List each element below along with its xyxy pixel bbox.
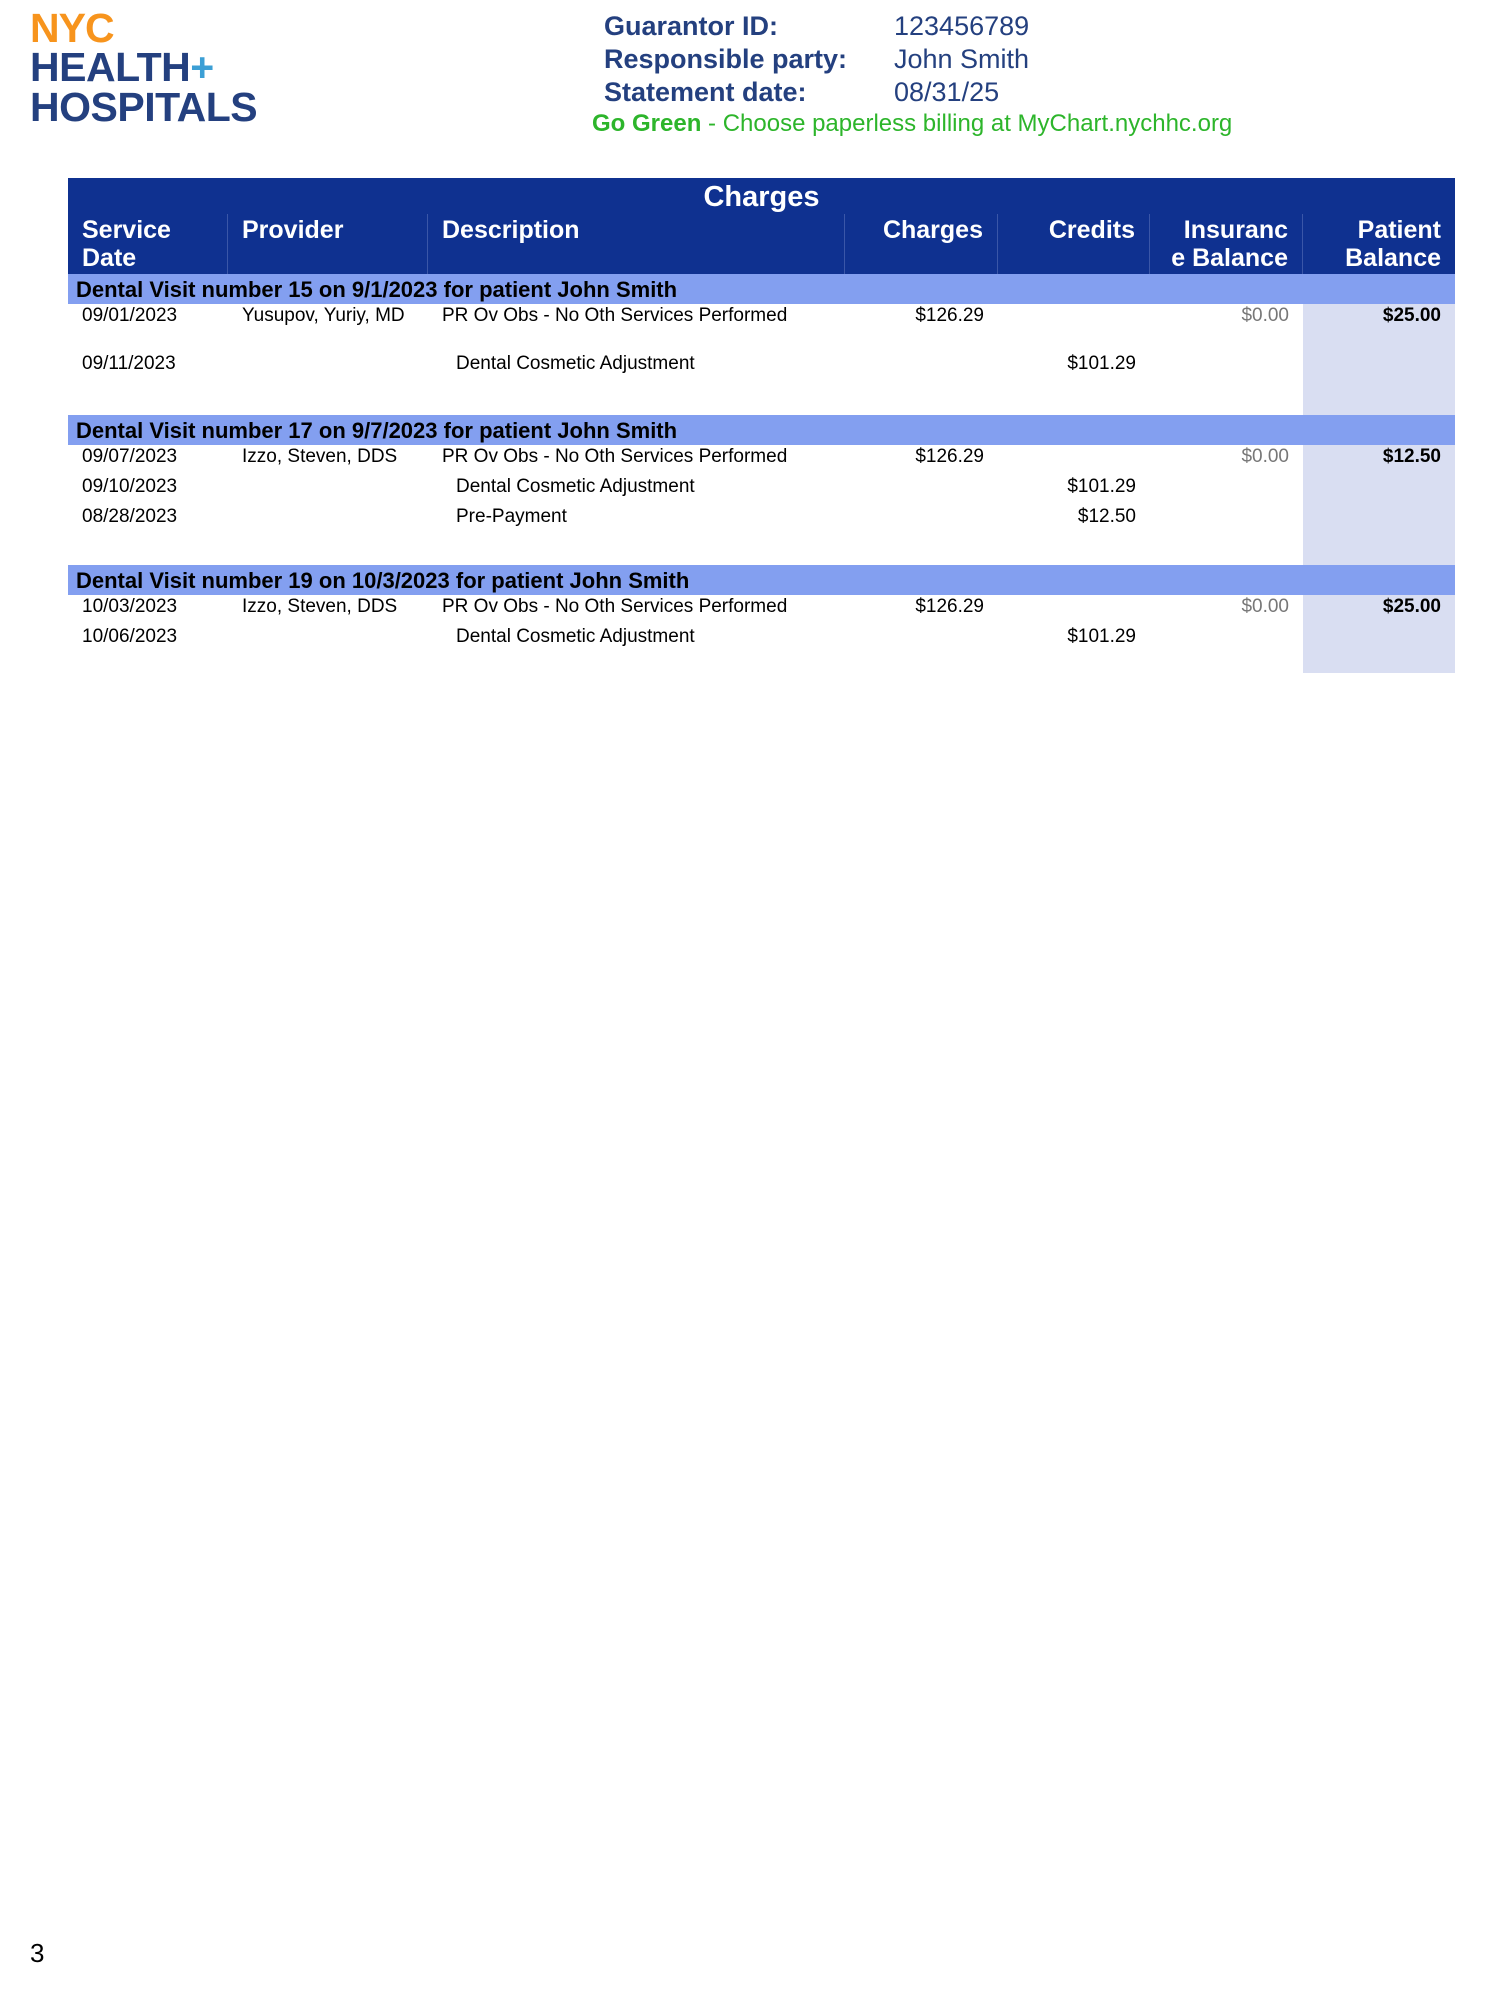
cell-insurance <box>1150 505 1303 535</box>
table-row <box>68 505 1455 535</box>
cell-date: 08/28/2023 <box>82 506 178 527</box>
col-provider: Provider <box>228 214 428 274</box>
cell-charges <box>845 505 998 535</box>
cell-patient-balance <box>1303 352 1455 382</box>
guarantor-value: 123456789 <box>894 11 1030 41</box>
cell-description: Dental Cosmetic Adjustment <box>456 476 695 497</box>
cell-provider <box>228 352 428 382</box>
cell-description: PR Ov Obs - No Oth Services Performed <box>442 446 788 467</box>
cell-charges <box>845 475 998 505</box>
table-row <box>68 304 1455 352</box>
charges-table <box>68 178 1455 673</box>
cell-insurance <box>1150 625 1303 655</box>
col-insurance-balance: Insuranc e Balance <box>1150 214 1303 274</box>
cell-charges <box>845 352 998 382</box>
col-description: Description <box>428 214 845 274</box>
col-charges: Charges <box>845 214 998 274</box>
nyc-health-hospitals-logo <box>30 5 270 130</box>
table-row <box>68 625 1455 655</box>
logo-health: HEALTH+ <box>30 44 214 90</box>
cell-patient-balance: $12.50 <box>1303 445 1455 475</box>
cell-credits <box>998 304 1150 352</box>
cell-insurance: $0.00 <box>1241 305 1289 326</box>
party-label: Responsible party: <box>604 44 848 74</box>
statement-header <box>604 10 1029 109</box>
cell-patient-balance <box>1303 505 1455 535</box>
row-spacer <box>68 535 1455 565</box>
cell-credits: $12.50 <box>1077 506 1136 527</box>
cell-provider: Yusupov, Yuriy, MD <box>242 305 405 326</box>
cell-description: Dental Cosmetic Adjustment <box>456 626 695 647</box>
cell-credits <box>998 595 1150 625</box>
cell-description: PR Ov Obs - No Oth Services Performed <box>442 596 788 617</box>
cell-credits: $101.29 <box>1067 626 1136 647</box>
cell-date: 09/01/2023 <box>82 305 178 326</box>
guarantor-label: Guarantor ID: <box>604 11 779 41</box>
cell-patient-balance: $25.00 <box>1303 304 1455 352</box>
logo-plus-icon: + <box>190 44 214 90</box>
table-row <box>68 445 1455 475</box>
statement-date-value: 08/31/25 <box>894 77 1000 107</box>
cell-charges: $126.29 <box>915 596 984 617</box>
party-value: John Smith <box>894 44 1030 74</box>
cell-description: Pre-Payment <box>456 506 567 527</box>
visit-header: Dental Visit number 17 on 9/7/2023 for patient John Smith <box>68 415 1455 445</box>
cell-date: 09/07/2023 <box>82 446 178 467</box>
table-row <box>68 352 1455 382</box>
cell-insurance <box>1150 352 1303 382</box>
cell-insurance: $0.00 <box>1241 596 1289 617</box>
party-row <box>604 43 1029 76</box>
cell-credits: $101.29 <box>1067 476 1136 497</box>
statement-date-label: Statement date: <box>604 77 807 107</box>
cell-credits <box>998 445 1150 475</box>
cell-charges: $126.29 <box>915 305 984 326</box>
cell-description: Dental Cosmetic Adjustment <box>456 353 695 374</box>
cell-description: PR Ov Obs - No Oth Services Performed <box>442 305 788 326</box>
cell-provider <box>228 475 428 505</box>
go-green-title: Go Green <box>592 110 702 137</box>
cell-patient-balance <box>1303 625 1455 655</box>
go-green-text: - Choose paperless billing at MyChart.nychhc.org <box>701 110 1233 137</box>
visit-header: Dental Visit number 19 on 10/3/2023 for patient John Smith <box>68 565 1455 595</box>
cell-charges <box>845 625 998 655</box>
cell-credits: $101.29 <box>1067 353 1136 374</box>
date-row <box>604 76 1029 109</box>
page-number: 3 <box>30 1938 45 1968</box>
row-spacer <box>68 382 1455 415</box>
col-patient-balance: Patient Balance <box>1345 216 1441 272</box>
cell-patient-balance: $25.00 <box>1303 595 1455 625</box>
logo-nyc: NYC <box>30 5 114 51</box>
logo-hospitals: HOSPITALS <box>30 84 258 130</box>
cell-provider: Izzo, Steven, DDS <box>242 446 398 467</box>
guarantor-row <box>604 10 1029 43</box>
cell-insurance <box>1150 475 1303 505</box>
cell-provider <box>228 505 428 535</box>
col-credits: Credits <box>998 214 1150 274</box>
cell-provider: Izzo, Steven, DDS <box>242 596 398 617</box>
visit-header: Dental Visit number 15 on 9/1/2023 for patient John Smith <box>68 274 1455 304</box>
cell-date: 09/11/2023 <box>82 353 176 374</box>
cell-patient-balance <box>1303 475 1455 505</box>
cell-insurance: $0.00 <box>1241 446 1289 467</box>
charges-title: Charges <box>68 178 1455 214</box>
cell-date: 10/06/2023 <box>82 626 178 647</box>
cell-provider <box>228 625 428 655</box>
cell-date: 10/03/2023 <box>82 596 178 617</box>
col-service-date: Service Date <box>68 214 228 274</box>
row-spacer <box>68 655 1455 673</box>
go-green-notice <box>592 110 1232 138</box>
table-header <box>68 214 1455 274</box>
table-row <box>68 595 1455 625</box>
cell-date: 09/10/2023 <box>82 476 178 497</box>
table-row <box>68 475 1455 505</box>
cell-charges: $126.29 <box>915 446 984 467</box>
